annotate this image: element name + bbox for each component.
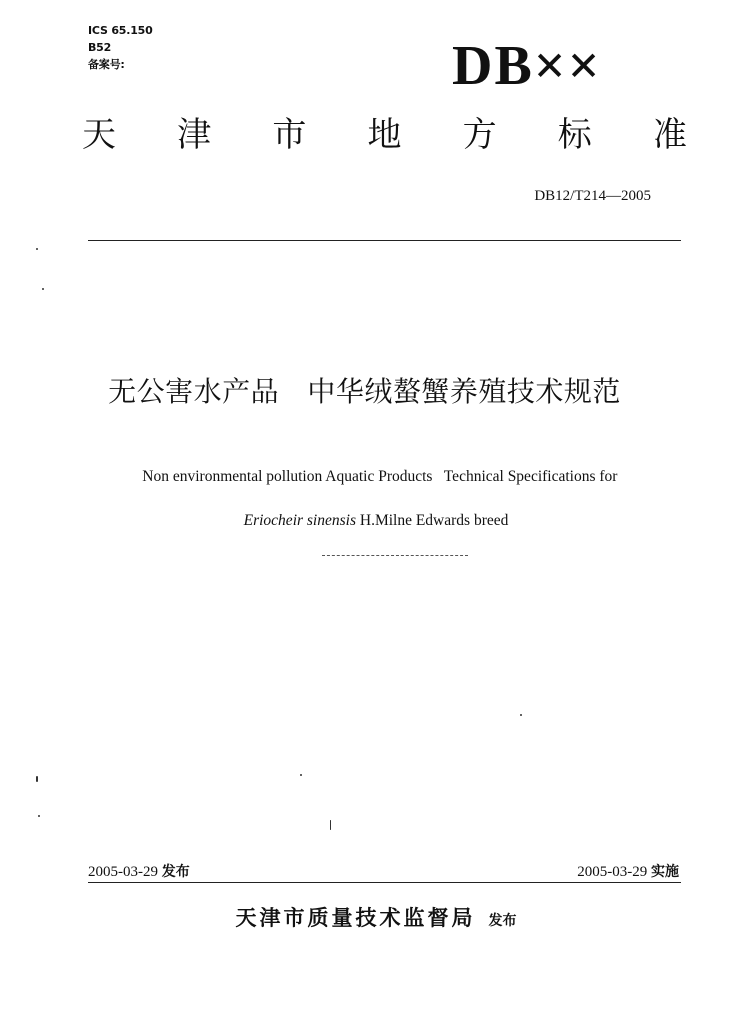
db-mark: DB×× (452, 35, 602, 97)
title-english (0, 444, 729, 554)
footer-divider (88, 882, 681, 883)
implement-date (577, 861, 679, 881)
standard-type-char: 方 (462, 115, 497, 155)
standard-type-char: 津 (177, 115, 212, 155)
scan-speck (36, 248, 38, 250)
scan-speck (42, 288, 44, 290)
standard-type-char: 标 (557, 115, 592, 155)
scan-speck (38, 815, 40, 817)
species-name: Eriocheir sinensis (243, 512, 356, 529)
title-english-line2-rest: H.Milne Edwards breed (356, 512, 509, 529)
scan-speck (36, 776, 38, 782)
scan-speck (300, 774, 302, 776)
standard-type-char: 准 (652, 115, 687, 155)
implement-date-value: 2005-03-29 (577, 864, 648, 880)
issuing-authority (0, 902, 729, 932)
title-english-line2 (0, 510, 729, 532)
publish-date-value: 2005-03-29 (88, 864, 158, 880)
implement-date-label: 实施 (651, 864, 679, 880)
standard-type-char: 天 (82, 115, 116, 155)
title-chinese: 无公害水产品 中华绒螯蟹养殖技术规范 (108, 375, 621, 408)
filing-number-label: 备案号: (88, 58, 125, 71)
ics-code: ICS 65.150 (88, 24, 153, 37)
standard-type-char: 地 (367, 115, 402, 155)
publish-date (88, 861, 190, 881)
publish-date-label: 发布 (161, 864, 190, 880)
scan-speck (330, 820, 331, 830)
header-divider (88, 240, 681, 241)
issuer-verb: 发布 (488, 913, 517, 929)
standard-type-char: 市 (272, 115, 307, 155)
scan-artifact-line (322, 555, 468, 556)
ccs-code: B52 (88, 41, 112, 54)
standard-meta (88, 22, 153, 73)
scan-speck (520, 714, 522, 716)
issuer-name: 天津市质量技术监督局 (235, 906, 476, 930)
title-english-line1: Non environmental pollution Aquatic Products Technical Specifications for (142, 468, 618, 485)
standard-number: DB12/T214—2005 (534, 188, 651, 204)
standard-type-heading (82, 115, 687, 155)
